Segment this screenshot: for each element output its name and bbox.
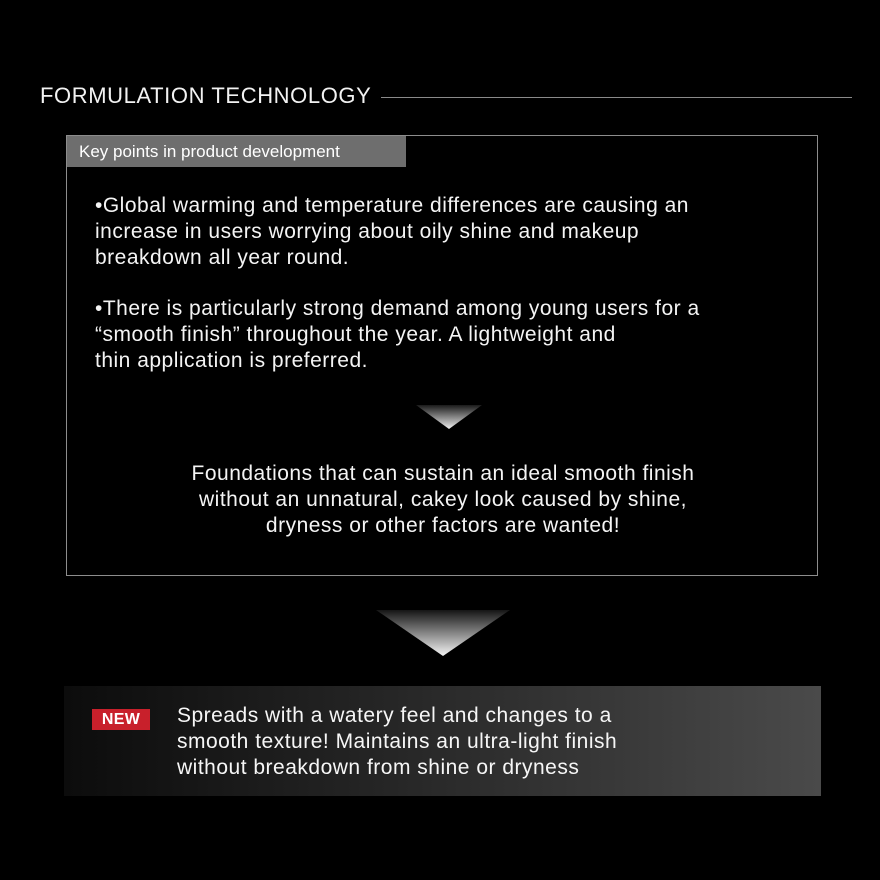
new-badge: NEW	[92, 709, 150, 730]
result-line: Spreads with a watery feel and changes to a	[177, 704, 612, 727]
conclusion-line: dryness or other factors are wanted!	[265, 514, 621, 537]
key-point-line: increase in users worrying about oily shine and makeup	[95, 220, 640, 243]
key-point-line: •There is particularly strong demand among young users for a	[95, 297, 700, 320]
down-arrow-icon	[416, 405, 482, 429]
section-header	[40, 82, 852, 110]
key-point-line: •Global warming and temperature differences are causing an	[95, 194, 689, 217]
result-line: smooth texture! Maintains an ultra-light finish	[177, 730, 618, 753]
conclusion-text	[67, 461, 819, 539]
key-point-line: “smooth finish” throughout the year. A lightweight and	[95, 323, 616, 346]
key-point-line: breakdown all year round.	[95, 246, 350, 269]
key-point-line: thin application is preferred.	[95, 349, 368, 372]
key-points-box	[66, 135, 818, 576]
result-text	[177, 703, 797, 781]
result-line: without breakdown from shine or dryness	[177, 756, 580, 779]
section-divider	[381, 97, 852, 98]
conclusion-line: Foundations that can sustain an ideal smooth finish	[191, 462, 695, 485]
result-banner	[64, 686, 821, 796]
key-point-item	[95, 193, 795, 271]
conclusion-line: without an unnatural, cakey look caused by shine,	[199, 488, 687, 511]
key-point-item	[95, 296, 795, 374]
down-arrow-icon	[376, 610, 510, 656]
section-title: FORMULATION TECHNOLOGY	[40, 83, 372, 108]
key-points-label: Key points in product development	[67, 136, 406, 167]
